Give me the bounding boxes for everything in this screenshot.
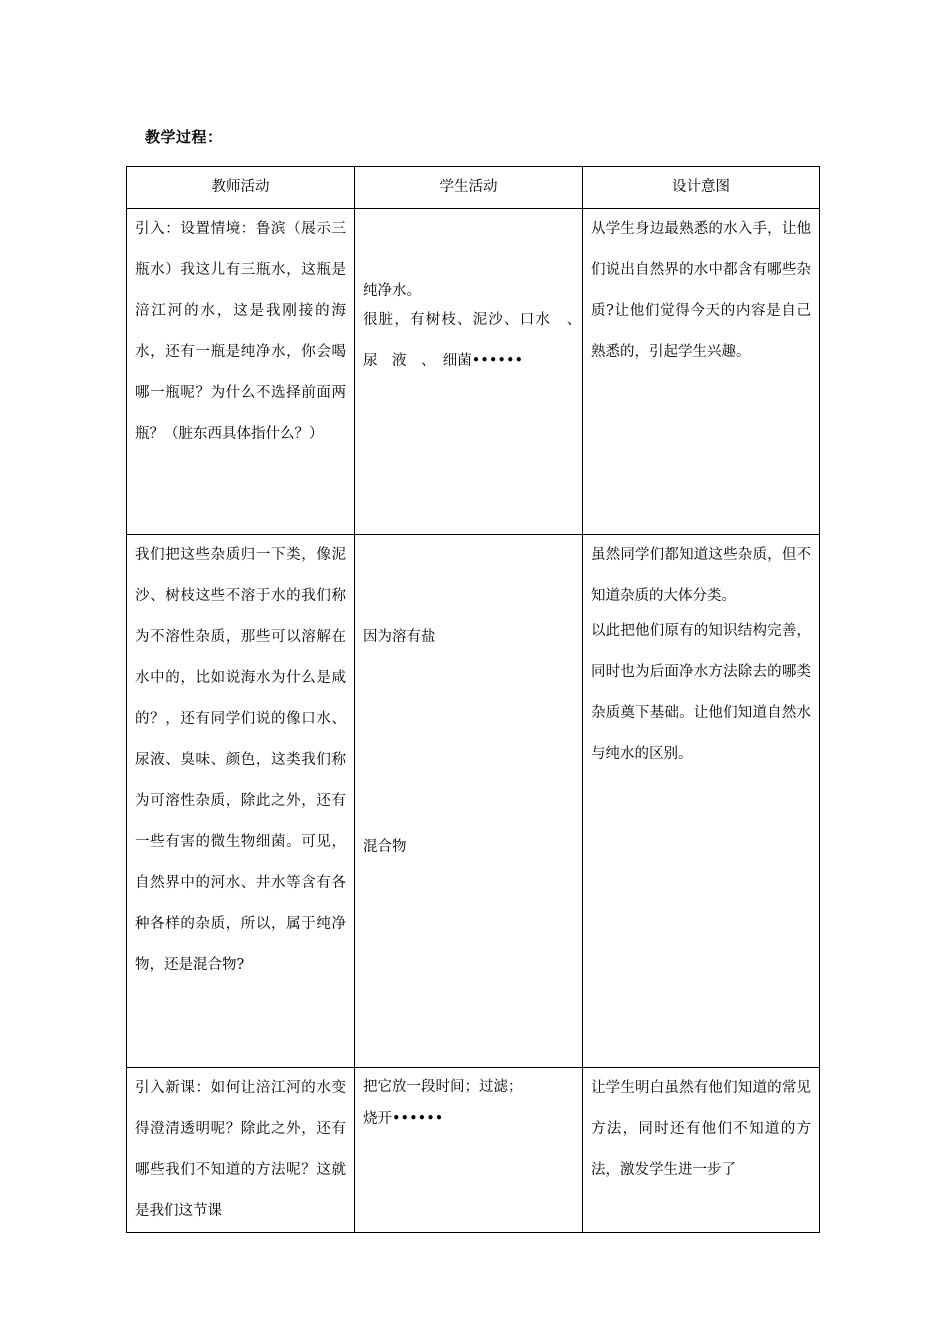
student-answer: 混合物 xyxy=(363,839,407,855)
student-activity-cell xyxy=(355,1068,583,1233)
teacher-activity-text: 引入新课：如何让涪江河的水变得澄清透明呢？除此之外，还有哪些我们不知道的方法呢？这就是我们这节课 xyxy=(135,1080,346,1219)
teacher-activity-cell xyxy=(127,1068,355,1233)
header-student-activity: 学生活动 xyxy=(355,167,583,209)
student-answer: 烧开•••••• xyxy=(363,1111,444,1127)
section-heading: 教学过程： xyxy=(145,128,223,146)
table-row xyxy=(127,209,820,535)
design-intent-text: 从学生身边最熟悉的水入手，让他们说出自然界的水中都含有哪些杂质?让他们觉得今天的内容是自己熟悉的，引起学生兴趣。 xyxy=(591,221,811,360)
table-row xyxy=(127,535,820,1068)
header-teacher-activity: 教师活动 xyxy=(127,167,355,209)
student-answer: 把它放一段时间；过滤； xyxy=(363,1079,523,1095)
design-intent-cell xyxy=(583,209,820,535)
student-answer: 很脏，有树枝、泥沙、口水 、 尿 液 、 细菌•••••• xyxy=(363,312,589,369)
teacher-activity-text: 我们把这些杂质归一下类，像泥沙、树枝这些不溶于水的我们称为不溶性杂质，那些可以溶解在水中的，比如说海水为什么是咸的？，还有同学们说的像口水、尿液、臭味、颜色，这类我们称为可溶性杂质，除此之外，还有一些有害的微生物细菌。可见，自然界中的河水、井水等含有各种各样的杂质，所以，属于纯净物，还是混合物? xyxy=(135,547,346,973)
student-answer: 因为溶有盐 xyxy=(363,629,436,645)
table-header-row xyxy=(127,167,820,209)
teacher-activity-text: 引入：设置情境：鲁滨（展示三瓶水）我这儿有三瓶水，这瓶是涪江河的水，这是我刚接的海水，还有一瓶是纯净水，你会喝哪一瓶呢？为什么不选择前面两瓶？（脏东西具体指什么？） xyxy=(135,221,346,442)
teacher-activity-cell xyxy=(127,209,355,535)
teacher-activity-cell xyxy=(127,535,355,1068)
design-intent-text: 以此把他们原有的知识结构完善，同时也为后面净水方法除去的哪类杂质奠下基础。让他们知道自然水与纯水的区别。 xyxy=(591,623,811,762)
design-intent-cell xyxy=(583,1068,820,1233)
header-design-intent: 设计意图 xyxy=(583,167,820,209)
student-answer: 纯净水。 xyxy=(363,283,421,299)
teaching-process-table xyxy=(126,166,820,1233)
design-intent-text: 让学生明白虽然有他们知道的常见方法，同时还有他们不知道的方法，激发学生进一步了 xyxy=(591,1080,811,1178)
student-activity-cell xyxy=(355,535,583,1068)
design-intent-text: 虽然同学们都知道这些杂质，但不知道杂质的大体分类。 xyxy=(591,547,811,604)
design-intent-cell xyxy=(583,535,820,1068)
table-row xyxy=(127,1068,820,1233)
student-activity-cell xyxy=(355,209,589,535)
